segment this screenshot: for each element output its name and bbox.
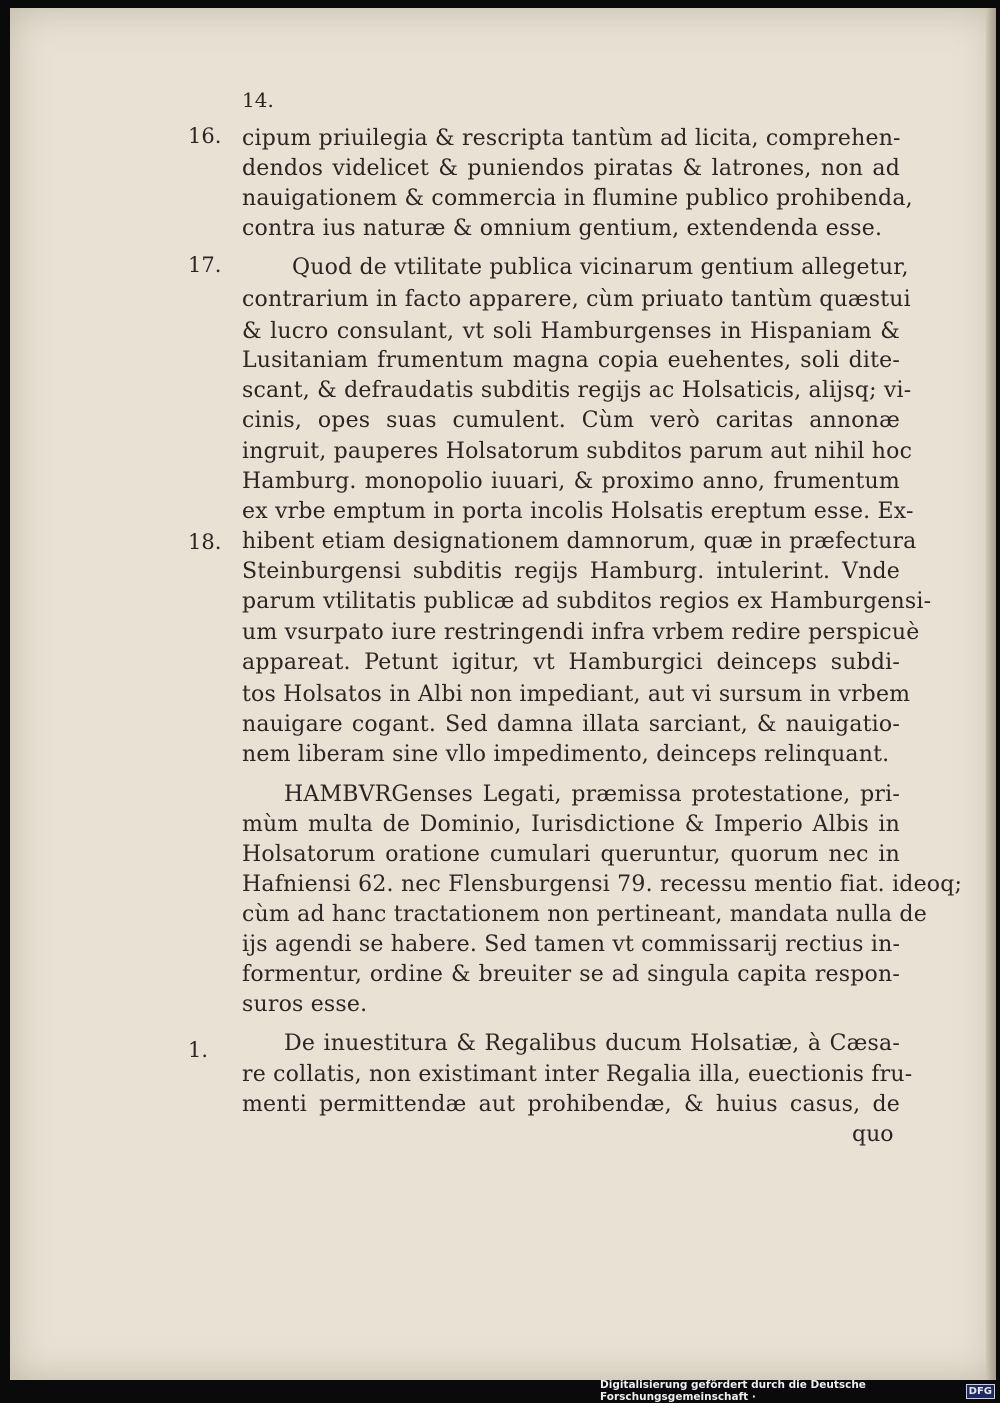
text-line: formentur, ordine & breuiter se ad singula capita respon- [242,962,900,987]
text-line: cùm ad hanc tractationem non pertineant, mandata nulla de [242,902,927,927]
margin-number-16: 16. [188,124,222,148]
text-line: parum vtilitatis publicæ ad subditos regios ex Hamburgensi- [242,589,932,614]
text-line: menti permittendæ aut prohibendæ, & huius casus, de [242,1092,900,1117]
margin-number-17: 17. [188,253,222,277]
text-line: Steinburgensi subditis regijs Hamburg. intulerint. Vnde [242,559,900,584]
text-line: dendos videlicet & puniendos piratas & latrones, non ad [242,156,900,181]
text-line: & lucro consulant, vt soli Hamburgenses in Hispaniam & [242,319,900,344]
credit-text: Digitalisierung gefördert durch die Deutsche Forschungsgemeinschaft · [600,1379,866,1403]
text-line: Lusitaniam frumentum magna copia euehentes, soli dite- [242,348,900,373]
text-line: ex vrbe emptum in porta incolis Holsatis ereptum esse. Ex- [242,499,914,524]
text-line: mùm multa de Dominio, Iurisdictione & Imperio Albis in [242,812,900,837]
page-number: 14. [242,88,274,112]
text-line: cipum priuilegia & rescripta tantùm ad licita, comprehen- [242,126,901,151]
text-line: appareat. Petunt igitur, vt Hamburgici deinceps subdi- [242,650,900,675]
text-line: scant, & defraudatis subditis regijs ac Holsaticis, alijsq; vi- [242,378,912,403]
text-line: Hamburg. monopolio iuuari, & proximo anno, frumentum [242,469,900,494]
scanned-page [10,8,996,1380]
text-line: cinis, opes suas cumulent. Cùm verò caritas annonæ [242,408,900,433]
text-line: nauigationem & commercia in flumine publico prohibenda, [242,186,913,211]
text-line: Holsatorum oratione cumulari queruntur, quorum nec in [242,842,900,867]
text-line: re collatis, non existimant inter Regalia illa, euectionis fru- [242,1062,913,1087]
dfg-logo: DFG [966,1384,995,1399]
text-line: ingruit, pauperes Holsatorum subditos parum aut nihil hoc [242,439,913,464]
text-line: hibent etiam designationem damnorum, quæ in præfectura [242,529,917,554]
text-line: contrarium in facto apparere, cùm priuato tantùm quæstui [242,287,911,312]
text-line: tos Holsatos in Albi non impediant, aut vi sursum in vrbem [242,682,911,707]
text-line: nem liberam sine vllo impedimento, deinceps relinquant. [242,742,890,767]
text-line: contra ius naturæ & omnium gentium, extendenda esse. [242,216,883,241]
margin-number-1: 1. [188,1038,209,1062]
text-line: ijs agendi se habere. Sed tamen vt commissarij rectius in- [242,932,901,957]
text-line: Hafniensi 62. nec Flensburgensi 79. recessu mentio fiat. ideoq; [242,872,963,897]
text-line: um vsurpato iure restringendi infra vrbem redire perspicuè [242,620,920,645]
catchword: quo [852,1122,894,1147]
text-line: De inuestitura & Regalibus ducum Holsatiæ, à Cæsa- [284,1031,900,1056]
text-line: suros esse. [242,992,368,1017]
digitization-credit [600,1379,995,1403]
text-line: Quod de vtilitate publica vicinarum gentium allegetur, [292,255,909,280]
text-line: HAMBVRGenses Legati, præmissa protestatione, pri- [284,782,900,807]
margin-number-18: 18. [188,530,222,554]
page-edge [986,8,996,1380]
text-line: nauigare cogant. Sed damna illata sarciant, & nauigatio- [242,712,900,737]
